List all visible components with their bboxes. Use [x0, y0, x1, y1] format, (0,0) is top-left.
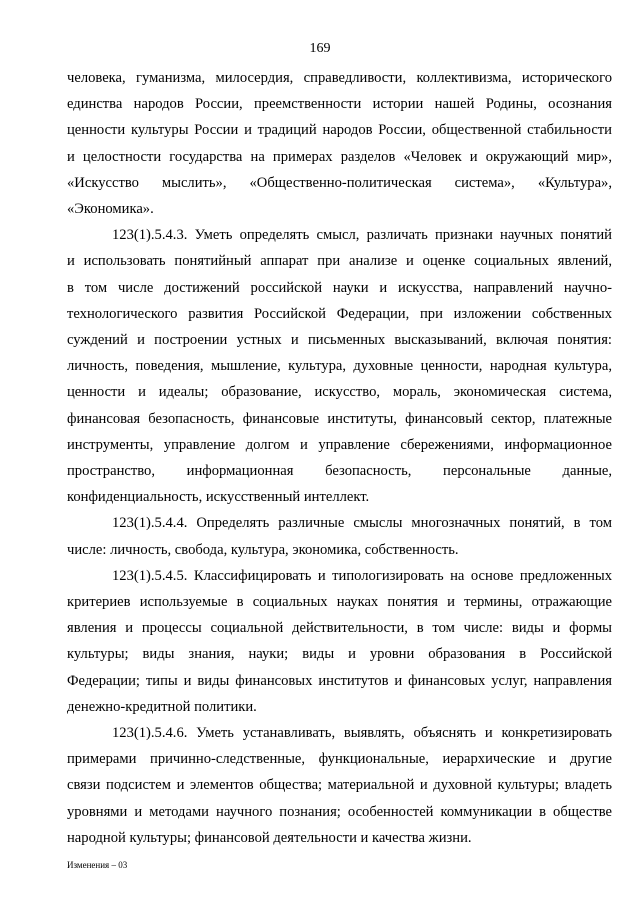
text-line: пространство, информационная безопасность, персональные данные, — [67, 463, 612, 480]
text-line: Федерации; типы и виды финансовых институтов и финансовых услуг, направления — [67, 672, 612, 689]
footer-note: Изменения – 03 — [67, 860, 128, 870]
paragraph — [67, 65, 612, 222]
paragraph — [67, 720, 612, 851]
text-line: явления и процессы социальной действительности, в том числе: виды и формы — [67, 620, 612, 637]
text-line: культуры; виды знания, науки; виды и уровни образования в Российской — [67, 646, 612, 663]
text-line: примерами причинно-следственные, функциональные, иерархические и другие — [67, 751, 612, 768]
text-line: и целостности государства на примерах разделов «Человек и окружающий мир», — [67, 148, 612, 165]
text-line: 123(1).5.4.3. Уметь определять смысл, различать признаки научных понятий — [112, 227, 612, 244]
text-line: связи подсистем и элементов общества; материальной и духовной культуры; владеть — [67, 777, 612, 794]
text-line: инструменты, управление долгом и управление сбережениями, информационное — [67, 436, 612, 453]
text-line: в том числе достижений российской науки и искусства, направлений научно- — [67, 279, 612, 296]
text-line: «Искусство мыслить», «Общественно-политическая система», «Культура», — [67, 174, 612, 191]
text-line: ценности культуры России и традиций народов России, общественной стабильности — [67, 122, 612, 139]
paragraph — [67, 222, 612, 510]
text-line: 123(1).5.4.4. Определять различные смыслы многозначных понятий, в том — [112, 515, 612, 532]
text-line: технологического развития Российской Федерации, при изложении собственных — [67, 305, 612, 322]
text-line: человека, гуманизма, милосердия, справедливости, коллективизма, исторического — [67, 70, 612, 86]
text-line: денежно-кредитной политики. — [67, 698, 257, 715]
paragraph — [67, 563, 612, 720]
text-line: единства народов России, преемственности истории нашей Родины, осознания — [67, 96, 612, 113]
text-line: уровнями и методами научного познания; особенностей коммуникации в обществе — [67, 803, 612, 820]
text-line: «Экономика». — [67, 201, 154, 218]
text-line: конфиденциальность, искусственный интеллект. — [67, 489, 370, 506]
text-line: суждений и построении устных и письменных высказываний, включая понятия: — [67, 332, 612, 349]
text-line: финансовая безопасность, финансовые институты, финансовый сектор, платежные — [67, 410, 612, 427]
text-line: 123(1).5.4.5. Классифицировать и типологизировать на основе предложенных — [112, 567, 612, 584]
document-body — [67, 65, 612, 851]
text-line: и использовать понятийный аппарат при анализе и оценке социальных явлений, — [67, 253, 612, 270]
text-line: народной культуры; финансовой деятельности и качества жизни. — [67, 829, 472, 846]
text-line: личность, поведения, мышление, культура, духовные ценности, народная культура, — [67, 358, 612, 375]
paragraph — [67, 510, 612, 562]
text-line: 123(1).5.4.6. Уметь устанавливать, выявлять, объяснять и конкретизировать — [112, 725, 612, 742]
text-line: критериев используемые в социальных науках понятия и термины, отражающие — [67, 594, 612, 611]
text-line: ценности и идеалы; образование, искусство, мораль, экономическая система, — [67, 384, 612, 401]
page-number: 169 — [309, 41, 331, 56]
text-line: числе: личность, свобода, культура, экономика, собственность. — [67, 541, 459, 558]
